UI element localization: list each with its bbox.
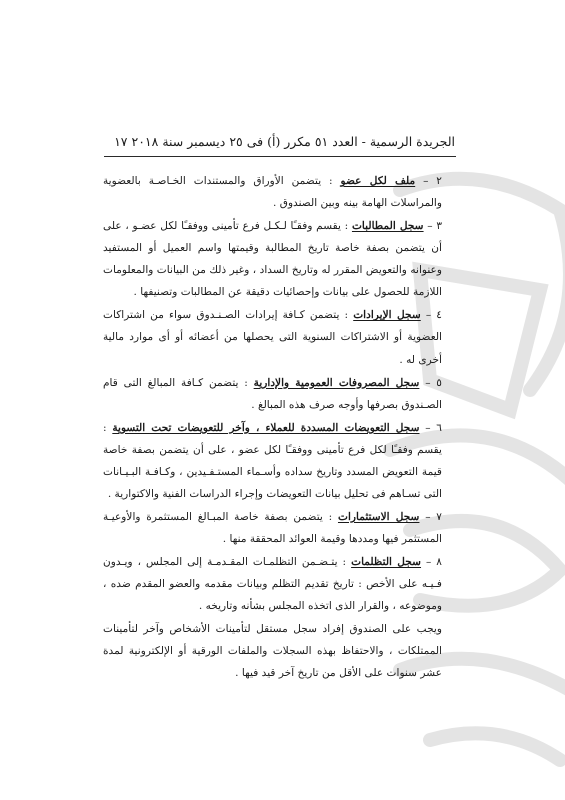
item-text: : يتـضـمن التظلمـات المقـدمـة إلى المجلس ، ويـدون فـيـه على الأخص : تاريخ تقديم التظلم وبيانات مقدمه والعضو المقدم ضده ، وموضوعه ، والقرار الذى اتخذه المجلس بشأنه وتاريخه .	[103, 555, 442, 613]
page-header: الجريدة الرسمية - العدد ٥١ مكرر (أ) فى ٢٥ ديسمبر سنة ٢٠١٨ ١٧	[114, 134, 455, 149]
item-title: سجل المصروفات العمومية والإدارية	[253, 376, 420, 389]
item-6	[103, 417, 456, 505]
item-title: سجل الإيرادات	[353, 309, 421, 322]
item-4	[103, 304, 456, 370]
item-text: : يقسم وفقـًا لكل فرع تأمينى ووفقـًا لكل عضو ، على أن يتضمن بصفة خاصة قيمة التعويض المسدد وتاريخ سداده وأسـماء المستـفـيدين ، وكـافـة البـيـانات التى تسـاهم فى تحليل بيانات التعويضات وإجراء الدراسات الفنية والاكتوارية .	[103, 421, 442, 500]
item-3	[103, 215, 456, 303]
item-title: سجل التظلمات	[351, 555, 422, 568]
item-5	[103, 372, 456, 416]
closing-paragraph: ويجب على الصندوق إفراد سجل مستقل لتأمينات الأشخاص وآخر لتأمينات الممتلكات ، والاحتفاظ بهذه السجلات والملفات الورقية أو الإلكترونية لمدة عشر سنوات على الأقل من تاريخ آخر قيد فيها .	[103, 623, 442, 680]
item-number: ٢ –	[415, 175, 442, 187]
item-title: سجل المطالبات	[351, 220, 424, 233]
item-2	[103, 170, 456, 214]
item-title: سجل التعويضات المسددة للعملاء ، وآخر للتعويضات تحت التسوية	[112, 421, 420, 434]
item-text: : يتضمن بصفة خاصة المبـالغ المستثمرة والأوعيـة المستثمر فيها ومددها وقيمة العوائد المحققة منها .	[103, 510, 442, 545]
item-number: ٣ –	[423, 220, 443, 233]
header-divider	[104, 156, 456, 157]
item-title: ملف لكل عضو	[340, 175, 416, 187]
item-number: ٧ –	[419, 510, 442, 523]
item-number: ٦ –	[419, 421, 442, 434]
item-text: : يتضمن الأوراق والمستندات الخـاصـة بالعضوية والمراسلات الهامة بينه وبين الصندوق .	[103, 175, 442, 210]
item-number: ٥ –	[419, 376, 442, 389]
item-7	[103, 506, 456, 550]
item-number: ٨ –	[421, 555, 442, 568]
item-text: : يتضمن كـافة إيرادات الصـنـدوق سواء من اشتراكات العضوية أو الاشتراكات السنوية التى يحصلها من أعضائه أو أى موارد مالية أخرى له .	[103, 309, 442, 366]
item-title: سجل الاستثمارات	[337, 510, 420, 523]
item-number: ٤ –	[420, 309, 442, 322]
item-8	[103, 551, 456, 617]
item-text: : يقسم وفقـًا لـكـل فرع تأمينى ووفقـًا لكل عضـو ، على أن يتضمن بصفة خاصة تاريخ المطالبة وقيمتها واسم العميل أو المستفيد وعنوانه والتعويض المقرر له وتاريخ السداد ، وغير ذلك من البيانات والمعلومات اللازمة للحصول على بيانات وإحصائيات دقيقة عن المطالبات وتصنيفها .	[103, 220, 442, 299]
document-body	[103, 170, 456, 684]
item-text: : يتضمن كـافة المبالغ التى قام الصـندوق بصرفها وأوجه صرف هذه المبالغ .	[103, 376, 442, 411]
